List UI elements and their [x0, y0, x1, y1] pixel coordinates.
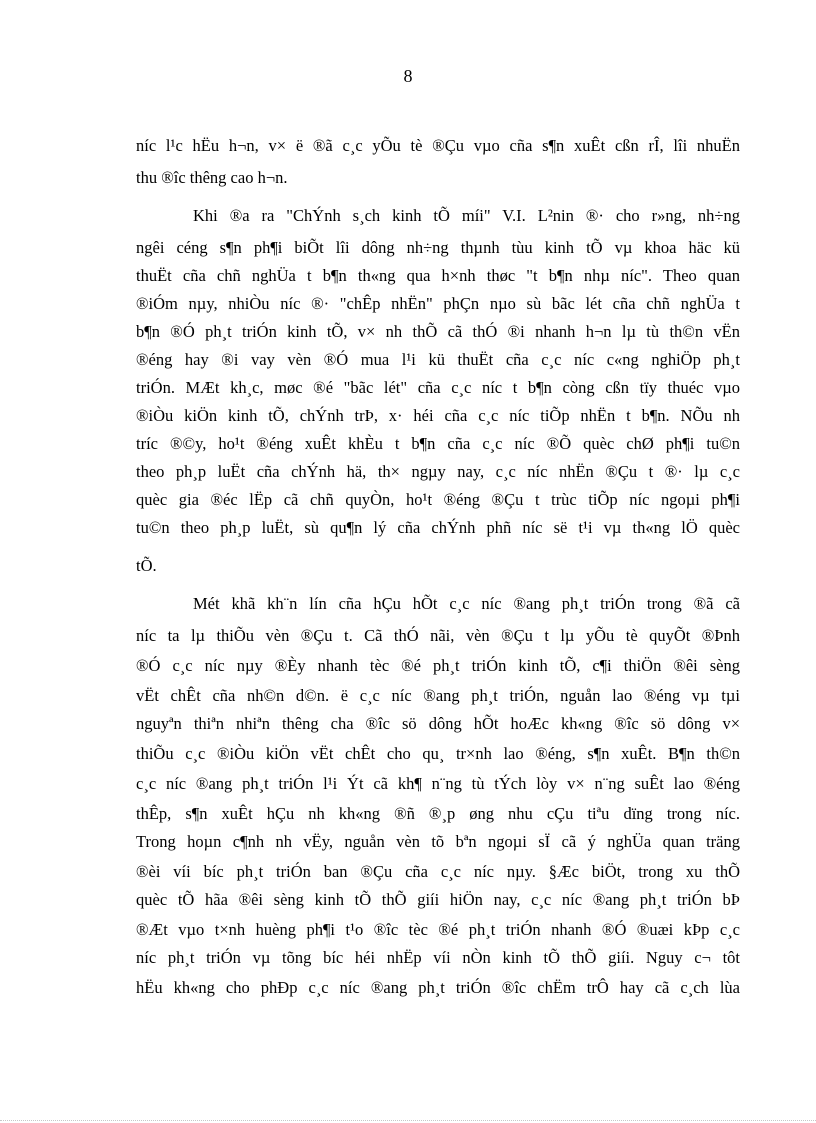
page-bottom-divider — [0, 1120, 816, 1121]
text-line: tu©n theo ph¸p luËt, sù qu¶n lý cña chÝnh phñ níc së t¹i vµ th«ng lÖ quèc — [136, 518, 740, 537]
text-line: triÓn. MÆt kh¸c, møc ®é "bãc lét" cña c¸c níc t b¶n còng cßn tïy thuéc vµo — [136, 378, 740, 397]
page-number: 8 — [403, 66, 413, 86]
text-line: Mét khã kh¨n lín cña hÇu hÕt c¸c níc ®ang ph¸t triÓn trong ®ã cã — [193, 594, 740, 613]
text-line: ®Ó c¸c níc nµy ®Èy nhanh tèc ®é ph¸t triÓn kinh tÕ, c¶i thiÖn ®êi sèng — [136, 656, 740, 675]
text-line: ®éng hay ®i vay vèn ®Ó mua l¹i kü thuËt cña c¸c níc c«ng nghiÖp ph¸t — [136, 350, 740, 369]
text-line: Trong hoµn c¶nh nh vËy, nguån vèn tõ bªn ngoµi sÏ cã ý nghÜa quan träng — [136, 832, 740, 851]
text-line: thÊp, s¶n xuÊt hÇu nh kh«ng ®ñ ®¸p øng nhu cÇu tiªu dïng trong níc. — [136, 804, 740, 823]
text-line: níc ph¸t triÓn vµ tõng bíc héi nhËp víi nÒn kinh tÕ thÕ giíi. Nguy c¬ tôt — [136, 948, 740, 967]
text-line: quèc tÕ hãa ®êi sèng kinh tÕ thÕ giíi hiÖn nay, c¸c níc ®ang ph¸t triÓn bÞ — [136, 890, 740, 909]
text-line: Khi ®a ra "ChÝnh s¸ch kinh tÕ míi" V.I. L²nin ®· cho r»ng, nh÷ng — [193, 206, 740, 225]
text-line: thu ®îc thêng cao h¬n. — [136, 168, 288, 187]
text-line: b¶n ®Ó ph¸t triÓn kinh tÕ, v× nh thÕ cã thÓ ®i nhanh h¬n lµ tù th©n vËn — [136, 322, 740, 341]
text-line: thuËt cña chñ nghÜa t b¶n th«ng qua h×nh thøc "t b¶n nhµ níc". Theo quan — [136, 266, 740, 285]
text-line: c¸c níc ®ang ph¸t triÓn l¹i Ýt cã kh¶ n¨ng tù tÝch lòy v× n¨ng suÊt lao ®éng — [136, 774, 740, 793]
text-line: hËu kh«ng cho phÐp c¸c níc ®ang ph¸t triÓn ®îc chËm trÔ hay cã c¸ch lùa — [136, 978, 740, 997]
text-line: theo ph¸p luËt cña chÝnh hä, th× ngµy nay, c¸c níc nhËn ®Çu t ®· lµ c¸c — [136, 462, 740, 481]
text-line: níc ta lµ thiÕu vèn ®Çu t. Cã thÓ nãi, vèn ®Çu t lµ yÕu tè quyÕt ®Þnh — [136, 626, 740, 645]
text-line: ®èi víi bíc ph¸t triÓn ban ®Çu cña c¸c níc nµy. §Æc biÖt, trong xu thÕ — [136, 862, 740, 881]
text-line: thiÕu c¸c ®iÒu kiÖn vËt chÊt cho qu¸ tr×nh lao ®éng, s¶n xuÊt. B¶n th©n — [136, 744, 740, 763]
text-line: quèc gia ®éc lËp cã chñ quyÒn, ho¹t ®éng ®Çu t trùc tiÕp níc ngoµi ph¶i — [136, 490, 740, 509]
text-line: nguyªn thiªn nhiªn thêng cha ®îc sö dông hÕt hoÆc kh«ng ®îc sö dông v× — [136, 714, 740, 733]
text-line: ®Æt vµo t×nh huèng ph¶i t¹o ®îc tèc ®é ph¸t triÓn nhanh ®Ó ®uæi kÞp c¸c — [136, 920, 740, 939]
text-line: vËt chÊt cña nh©n d©n. ë c¸c níc ®ang ph¸t triÓn, nguån lao ®éng vµ tµi — [136, 686, 740, 705]
text-line: níc l¹c hËu h¬n, v× ë ®ã c¸c yÕu tè ®Çu vµo cña s¶n xuÊt cßn rÎ, lîi nhuËn — [136, 136, 740, 155]
text-line: ngêi céng s¶n ph¶i biÕt lîi dông nh÷ng thµnh tùu kinh tÕ vµ khoa häc kü — [136, 238, 740, 257]
text-line: ®iÓm nµy, nhiÒu níc ®· "chÊp nhËn" phÇn nµo sù bãc lét cña chñ nghÜa t — [136, 294, 740, 313]
text-line: tÕ. — [136, 556, 157, 575]
text-line: tríc ®©y, ho¹t ®éng xuÊt khÈu t b¶n cña c¸c níc ®Õ quèc chØ ph¶i tu©n — [136, 434, 740, 453]
text-line: ®iÒu kiÖn kinh tÕ, chÝnh trÞ, x· héi cña c¸c níc tiÕp nhËn t b¶n. NÕu nh — [136, 406, 740, 425]
